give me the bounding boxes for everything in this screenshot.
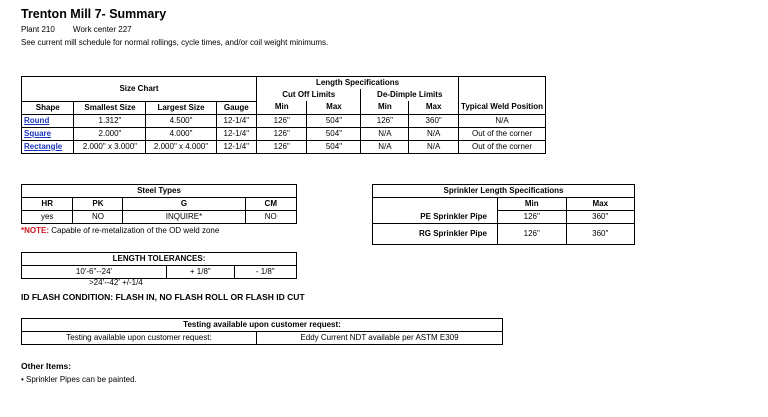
table-cell: 12-1/4" <box>216 127 256 140</box>
plant-info <box>21 25 148 34</box>
table-cell: 126" <box>498 211 567 224</box>
id-flash-condition: ID FLASH CONDITION: FLASH IN, NO FLASH ROLL OR FLASH ID CUT <box>21 292 305 302</box>
schedule-note: See current mill schedule for normal rollings, cycle times, and/or coil weight minimums. <box>21 38 329 47</box>
row-header: RG Sprinkler Pipe <box>373 224 498 245</box>
col-header: PK <box>73 198 123 211</box>
note-text: Capable of re-metalization of the OD weld zone <box>49 226 220 235</box>
table-cell: 126" <box>257 140 307 153</box>
col-header: Min <box>257 101 307 114</box>
table-cell: 4.500" <box>146 114 216 127</box>
de-dimple-heading: De-Dimple Limits <box>361 89 459 101</box>
size-chart-heading: Size Chart <box>22 77 257 102</box>
table-cell: INQUIRE* <box>123 211 245 224</box>
table-cell: NO <box>73 211 123 224</box>
sprinkler-heading: Sprinkler Length Specifications <box>373 185 635 198</box>
table-cell: 2.000" <box>74 127 146 140</box>
col-header: HR <box>22 198 73 211</box>
table-row <box>22 114 546 127</box>
table-cell: 126" <box>498 224 567 245</box>
col-header: Min <box>498 198 567 211</box>
col-header: CM <box>245 198 296 211</box>
table-cell: 126" <box>257 127 307 140</box>
col-header: Typical Weld Position <box>459 101 546 114</box>
col-header: G <box>123 198 245 211</box>
table-cell: - 1/8" <box>234 266 296 279</box>
table-cell: 360" <box>566 224 635 245</box>
table-cell: Eddy Current NDT available per ASTM E309 <box>257 332 503 345</box>
col-header: Min <box>361 101 409 114</box>
list-item: • Sprinkler Pipes can be painted. <box>21 375 137 384</box>
table-cell: 10'-6"--24' <box>22 266 167 279</box>
table-row <box>22 140 546 153</box>
table-cell: 2.000" x 4.000" <box>146 140 216 153</box>
table-cell: NO <box>245 211 296 224</box>
table-cell: 12-1/4" <box>216 114 256 127</box>
length-tolerances-table <box>21 252 297 279</box>
table-cell: 1.312" <box>74 114 146 127</box>
table-cell: N/A <box>409 140 459 153</box>
shape-link-square[interactable]: Square <box>24 128 52 138</box>
table-cell: 504" <box>307 127 361 140</box>
steel-types-table <box>21 184 297 224</box>
table-cell: Out of the corner <box>459 140 546 153</box>
col-header: Max <box>409 101 459 114</box>
table-cell: Testing available upon customer request: <box>22 332 257 345</box>
table-cell: 4.000" <box>146 127 216 140</box>
sprinkler-blank-header <box>373 198 498 211</box>
table-cell: 360" <box>409 114 459 127</box>
table-cell: N/A <box>409 127 459 140</box>
table-cell: 360" <box>566 211 635 224</box>
table-cell: 504" <box>307 140 361 153</box>
length-spec-heading: Length Specifications <box>257 77 459 90</box>
row-header: PE Sprinkler Pipe <box>373 211 498 224</box>
col-header: Gauge <box>216 101 256 114</box>
size-chart-header-row <box>22 101 546 114</box>
table-cell: 504" <box>307 114 361 127</box>
size-chart-table <box>21 76 546 154</box>
steel-note <box>21 226 219 235</box>
other-items-heading: Other Items: <box>21 361 72 371</box>
shape-link-round[interactable]: Round <box>24 115 50 125</box>
work-center-label: Work center 227 <box>73 25 132 34</box>
table-row <box>22 127 546 140</box>
table-cell: 2.000" x 3.000" <box>74 140 146 153</box>
table-cell: N/A <box>459 114 546 127</box>
note-label: *NOTE: <box>21 226 49 235</box>
col-header: Max <box>307 101 361 114</box>
table-cell: 12-1/4" <box>216 140 256 153</box>
table-cell: N/A <box>361 140 409 153</box>
shape-link-rectangle[interactable]: Rectangle <box>24 141 63 151</box>
page-title: Trenton Mill 7- Summary <box>21 7 167 21</box>
cut-off-heading: Cut Off Limits <box>257 89 361 101</box>
tolerances-heading: LENGTH TOLERANCES: <box>22 253 297 266</box>
weld-group-cell <box>459 77 546 102</box>
tolerance-extra: >24'--42' +/-1/4 <box>89 278 143 287</box>
col-header: Smallest Size <box>74 101 146 114</box>
table-cell: yes <box>22 211 73 224</box>
plant-label: Plant 210 <box>21 25 55 34</box>
col-header: Max <box>566 198 635 211</box>
table-cell: N/A <box>361 127 409 140</box>
steel-types-heading: Steel Types <box>22 185 297 198</box>
testing-heading: Testing available upon customer request: <box>22 319 503 332</box>
table-cell: 126" <box>257 114 307 127</box>
col-header: Largest Size <box>146 101 216 114</box>
sprinkler-spec-table <box>372 184 635 245</box>
table-cell: + 1/8" <box>167 266 235 279</box>
table-cell: Out of the corner <box>459 127 546 140</box>
col-header: Shape <box>22 101 74 114</box>
testing-table <box>21 318 503 345</box>
table-cell: 126" <box>361 114 409 127</box>
